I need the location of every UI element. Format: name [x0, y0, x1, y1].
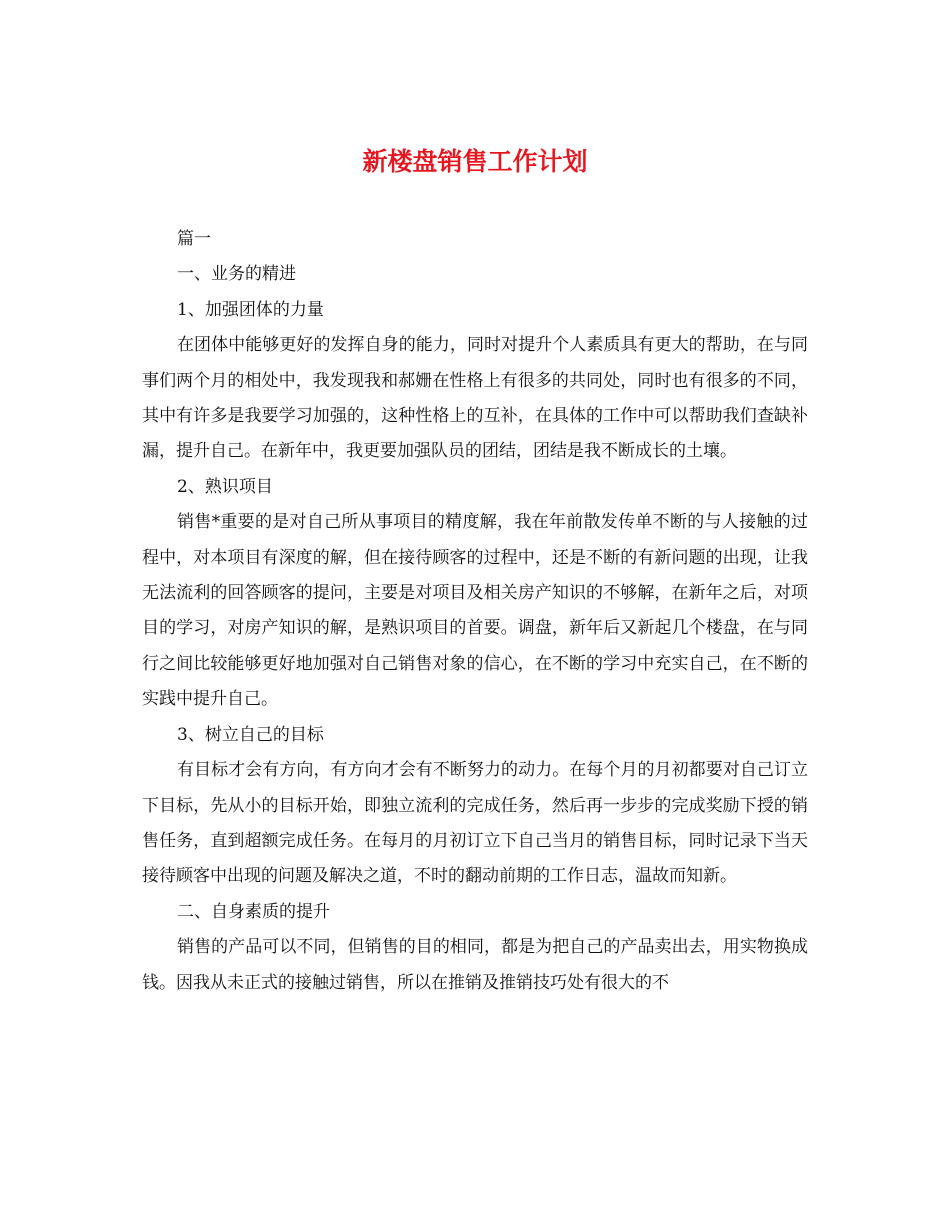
subheading-know-project: 2、熟识项目 — [177, 476, 273, 497]
heading-self-improvement: 二、自身素质的提升 — [177, 901, 330, 922]
heading-business-improvement: 一、业务的精进 — [177, 264, 296, 285]
paragraph-set-goals: 有目标才会有方向，有方向才会有不断努力的动力。在每个月的月初都要对自己订立下目标，先从小的目标开始，即独立流利的完成任务，然后再一步步的完成奖励下授的销售任务，直到超额完成任务。在每月的月初订立下自己当月的销售目标，同时记录下当天接待顾客中出现的问题及解决之道，不时的翻动前期的工作日志，温故而知新。 — [142, 760, 808, 887]
document-title: 新楼盘销售工作计划 — [362, 147, 588, 176]
document-body — [142, 222, 808, 1001]
subheading-team-strength: 1、加强团体的力量 — [177, 299, 324, 320]
section-label: 篇一 — [177, 229, 211, 249]
paragraph-team-strength: 在团体中能够更好的发挥自身的能力，同时对提升个人素质具有更大的帮助，在与同事们两个月的相处中，我发现我和郝姗在性格上有很多的共同处，同时也有很多的不同，其中有许多是我要学习加强的，这种性格上的互补，在具体的工作中可以帮助我们查缺补漏，提升自己。在新年中，我更要加强队员的团结，团结是我不断成长的土壤。 — [142, 335, 808, 462]
subheading-set-goals: 3、树立自己的目标 — [177, 724, 324, 745]
paragraph-know-project: 销售*重要的是对自己所从事项目的精度解，我在年前散发传单不断的与人接触的过程中，对本项目有深度的解，但在接待顾客的过程中，还是不断的有新问题的出现，让我无法流利的回答顾客的提问，主要是对项目及相关房产知识的不够解，在新年之后，对项目的学习，对房产知识的解，是熟识项目的首要。调盘，新年后又新起几个楼盘，在与同行之间比较能够更好地加强对自己销售对象的信心，在不断的学习中充实自己，在不断的实践中提升自己。 — [142, 512, 808, 710]
paragraph-self-improvement: 销售的产品可以不同，但销售的目的相同，都是为把自己的产品卖出去，用实物换成钱。因我从未正式的接触过销售，所以在推销及推销技巧处有很大的不 — [142, 937, 808, 993]
